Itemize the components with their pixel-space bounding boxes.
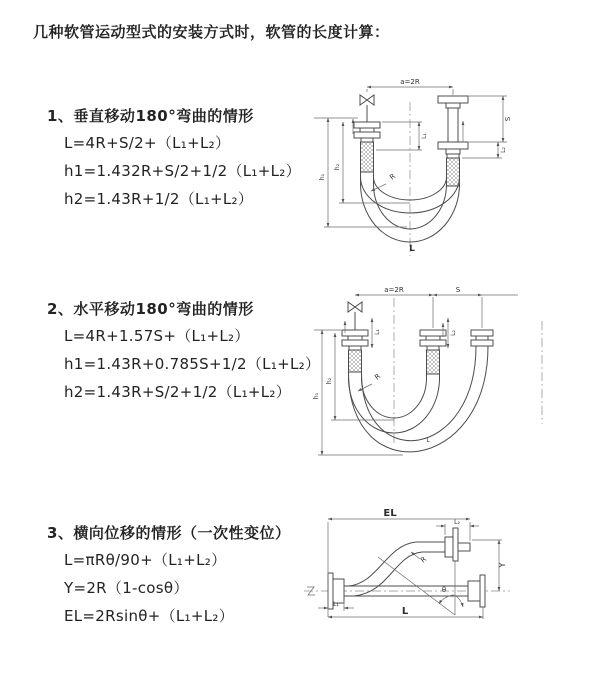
- right-flange-original: [468, 575, 485, 607]
- left-hose-braid: [361, 142, 374, 172]
- upper-flange-displaced: [445, 528, 470, 561]
- section-1-formula-l: L=4R+S/2+（L₁+L₂）: [64, 134, 231, 152]
- valve-icon: [360, 95, 374, 122]
- page-title: 几种软管运动型式的安装方式时，软管的长度计算：: [33, 23, 390, 41]
- section-3-formula-y: Y=2R（1-cosθ）: [64, 579, 189, 597]
- section-1-heading: 1、垂直移动180°弯曲的情形: [47, 107, 254, 125]
- section-2-heading: 2、水平移动180°弯曲的情形: [47, 300, 254, 318]
- section-2-formula-h1: h1=1.43R+0.785S+1/2（L₁+L₂）: [64, 355, 321, 373]
- right-hose-braid: [447, 158, 460, 186]
- length-label: L: [409, 244, 415, 254]
- section-1-formula-h2: h2=1.43R+1/2（L₁+L₂）: [64, 190, 254, 208]
- left-hose-braid: [349, 350, 362, 372]
- section-2-formula-h2: h2=1.43R+S/2+1/2（L₁+L₂）: [64, 383, 292, 401]
- section-3-formula-l: L=πRθ/90+（L₁+L₂）: [64, 551, 227, 569]
- diagram-horizontal-180-bend: [308, 276, 600, 466]
- dim-label-theta: θ: [441, 586, 447, 594]
- valve-icon: [348, 302, 362, 330]
- dim-label-l1: L₁: [421, 133, 428, 139]
- middle-hose-braid: [427, 350, 440, 374]
- dim-label-l2: L₂: [500, 147, 507, 153]
- hose-u-bend: [349, 346, 489, 452]
- dim-label-h1: h₁: [319, 173, 326, 181]
- dim-label-s: S: [504, 116, 512, 122]
- dim-label-l1: L₁: [333, 601, 339, 608]
- dim-label-width: a=2R: [400, 78, 420, 86]
- section-3-heading: 3、横向位移的情形（一次性变位）: [47, 524, 291, 542]
- left-pipe-flange: [342, 330, 368, 350]
- dim-label-width: a=2R: [384, 286, 404, 294]
- dim-label-h2: h₂: [326, 377, 333, 385]
- left-pipe-flange: [354, 122, 380, 142]
- radius-label: R: [419, 555, 429, 565]
- diagram-lateral-displacement: [298, 495, 600, 655]
- right-pipe-flange: [438, 96, 468, 158]
- section-1-formula-h1: h1=1.432R+S/2+1/2（L₁+L₂）: [64, 162, 301, 180]
- angle-arc-right: [456, 596, 463, 607]
- length-label: L: [426, 437, 430, 444]
- dim-label-y: Y: [498, 562, 507, 568]
- radius-label: R: [388, 172, 398, 182]
- section-2-formula-l: L=4R+1.57S+（L₁+L₂）: [64, 327, 250, 345]
- dim-label-el: EL: [383, 508, 397, 519]
- section-3-formula-el: EL=2Rsinθ+（L₁+L₂）: [64, 607, 235, 625]
- hose-s-curve-displaced: [348, 542, 445, 596]
- diagram-vertical-180-bend: [310, 72, 600, 262]
- dim-label-s: S: [455, 286, 461, 294]
- right-pipe-flange: [471, 330, 493, 346]
- middle-pipe-flange: [420, 330, 446, 350]
- dim-label-h2: h₂: [334, 163, 341, 171]
- dim-label-l: L: [401, 606, 409, 617]
- dim-label-h1: h₁: [313, 392, 320, 400]
- dim-label-l1: L₁: [374, 329, 381, 335]
- dim-label-l2: L₂: [454, 519, 460, 526]
- dim-label-l2: L₂: [450, 330, 457, 336]
- radius-label: R: [373, 372, 383, 382]
